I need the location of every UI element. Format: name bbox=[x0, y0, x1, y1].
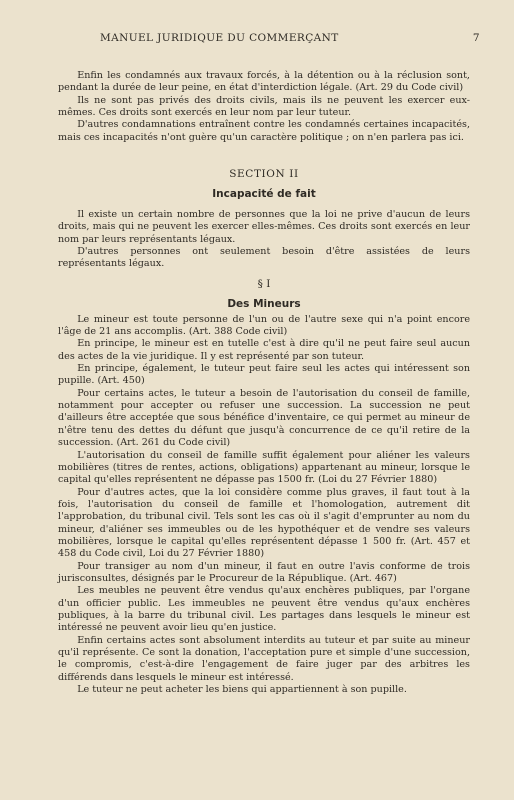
paragraph: Le mineur est toute personne de l'un ou de l'autre sexe qui n'a point encore l'âge de 21 ans accomplis. (Art. 388 Code civil) bbox=[58, 313, 470, 338]
paragraph: En principe, également, le tuteur peut faire seul les actes qui intéressent son pupille. (Art. 450) bbox=[58, 363, 470, 387]
section-title: Incapacité de fait bbox=[212, 188, 316, 200]
paragraph: Enfin certains actes sont absolument interdits au tuteur et par suite au mineur qu'il représente. Ce sont la donation, l'acceptation pure et simple d'une succession, le compromis, c'est-à-dire l'engagement de faire juger par des arbitres les différends dans lesquels le mineur est intéressé. bbox=[58, 634, 470, 683]
paragraph: Pour transiger au nom d'un mineur, il faut en outre l'avis conforme de trois jurisconsultes, désignés par le Procureur de la République. (Art. 467) bbox=[58, 560, 470, 584]
section-incapacite-de-fait bbox=[58, 168, 470, 696]
paragraph: D'autres personnes ont seulement besoin d'être assistées de leurs représentants légaux. bbox=[58, 246, 470, 270]
page-number: 7 bbox=[472, 32, 480, 44]
paragraph: Pour certains actes, le tuteur a besoin de l'autorisation du conseil de famille, notamment pour accepter ou refuser une succession. La succession ne peut d'ailleurs être acceptée que sous bénéfice d'inventaire, ce qui permet au mineur de n'être tenu des dettes du défunt que jusqu'à concurrence de ce qu'il retire de la succession. (Art. 261 du Code civil) bbox=[58, 387, 470, 449]
paragraph: D'autres condamnations entraînent contre les condamnés certaines incapacités, mais ces incapacités n'ont guère qu'un caractère politique ; on n'en parlera pas ici. bbox=[58, 119, 470, 143]
paragraph: Il existe un certain nombre de personnes que la loi ne prive d'aucun de leurs droits, mais qui ne peuvent les exercer elles-mêmes. Ces droits sont exercés en leur nom par leurs représentants légaux. bbox=[58, 209, 470, 245]
paragraph: Ils ne sont pas privés des droits civils, mais ils ne peuvent les exercer eux-mêmes. Ces droits sont exercés en leur nom par leur tuteur. bbox=[58, 94, 470, 119]
paragraph: Enfin les condamnés aux travaux forcés, à la détention ou à la réclusion sont, pendant la durée de leur peine, en état d'interdiction légale. (Art. 29 du Code civil) bbox=[58, 70, 470, 94]
subsection-title: Des Mineurs bbox=[227, 297, 301, 310]
paragraph: Pour d'autres actes, que la loi considère comme plus graves, il faut tout à la fois, l'autorisation du conseil de famille et l'homologation, autrement dit l'approbation, du tribunal civil. Tels sont les cas où il s'agit d'emprunter au nom du mineur, d'aliéner ses immeubles ou de les hypothéquer et de vendre ses valeurs mobilières, lorsque le capital qu'elles représentent dépasse 1 500 fr. (Art. 457 et 458 du Code civil, Loi du 27 Février 1880) bbox=[58, 486, 470, 560]
running-title: MANUEL JURIDIQUE DU COMMERÇANT bbox=[100, 32, 339, 44]
intro-text bbox=[58, 70, 470, 144]
paragraph: Le tuteur ne peut acheter les biens qui appartiennent à son pupille. bbox=[77, 684, 407, 696]
paragraph: Les meubles ne peuvent être vendus qu'aux enchères publiques, par l'organe d'un officier public. Les immeubles ne peuvent être vendus qu'aux enchères publiques, à la barre du tribunal civil. Les partages dans lesquels le mineur est intéressé ne peuvent avoir lieu qu'en justice. bbox=[58, 585, 470, 634]
paragraph: En principe, le mineur est en tutelle c'est à dire qu'il ne peut faire seul aucun des actes de la vie juridique. Il y est représenté par son tuteur. bbox=[58, 338, 470, 362]
section-label: SECTION II bbox=[229, 168, 299, 180]
subsection-label: § I bbox=[257, 277, 271, 290]
paragraph: L'autorisation du conseil de famille suffit également pour aliéner les valeurs mobilières (titres de rentes, actions, obligations) appartenant au mineur, lorsque le capital qu'elles représentent ne dépasse pas 1500 fr. (Loi du 27 Février 1880) bbox=[58, 449, 470, 486]
